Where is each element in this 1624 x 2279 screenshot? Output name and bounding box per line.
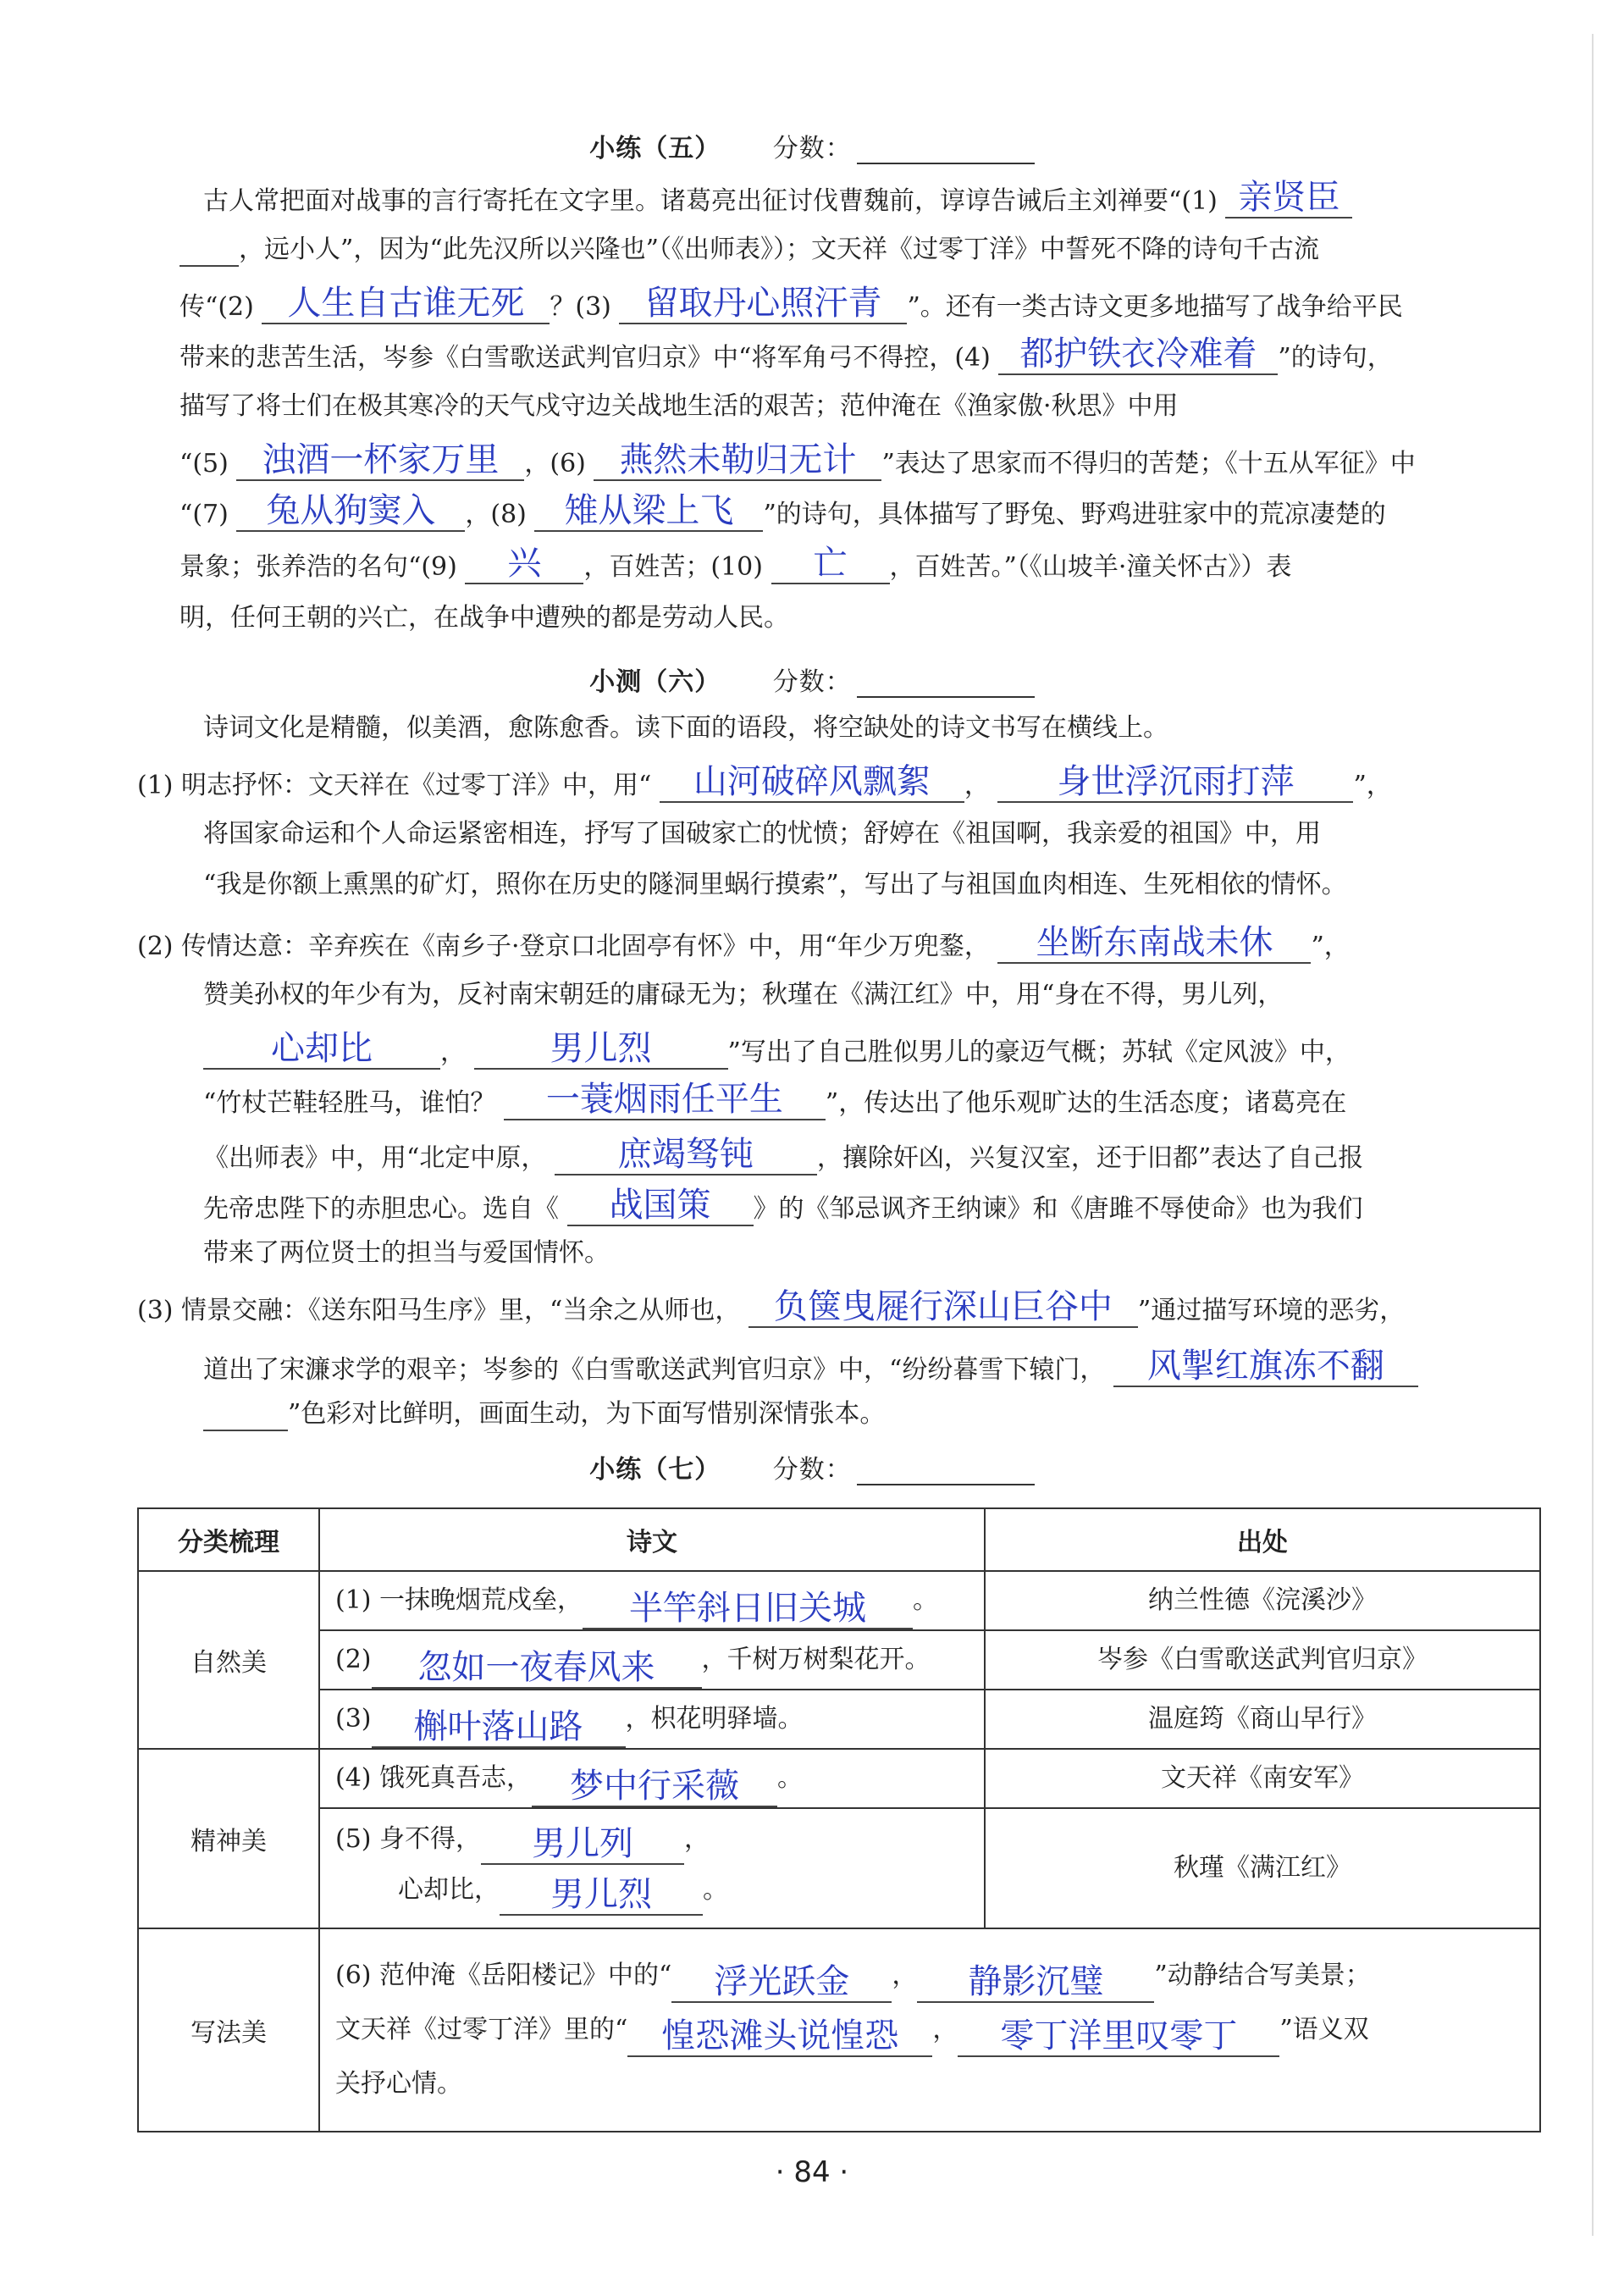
s6-q2-answer-3[interactable]: 男儿烈: [474, 1029, 728, 1070]
spirit-line-5: (5) 身不得， 男儿列 ， 心却比， 男儿烈 。: [335, 1824, 728, 1914]
s6-q2-line-7: 带来了两位贤士的担当与爱国情怀。: [203, 1238, 610, 1268]
nature-source-1: 纳兰性德《浣溪沙》: [986, 1572, 1539, 1631]
s5-line-6: “(5) 浊酒一杯家万里 ，(6) 燕然未勒归无计 ”表达了思家而不得归的苦楚；《十五从军征》中: [180, 440, 1416, 479]
category-nature: 自然美: [138, 1571, 319, 1749]
table-row-nature: [138, 1571, 1540, 1749]
header-poem: 诗文: [319, 1508, 985, 1571]
s6-q3-line-3: ”色彩对比鲜明，画面生动，为下面写惜别深情张本。: [203, 1397, 1583, 1431]
nature-line-2: (2) 忽如一夜春风来 ，千树万树梨花开。: [320, 1631, 984, 1690]
s6-q1-line-3: “我是你额上熏黑的矿灯，照你在历史的隧洞里蜗行摸索”，写出了与祖国血肉相连、生死相依的情怀。: [203, 870, 1347, 899]
s5-line-9: 明，任何王朝的兴亡，在战争中遭殃的都是劳动人民。: [180, 603, 789, 633]
s6-q2-answer-1[interactable]: 坐断东南战未休: [997, 923, 1311, 964]
s6-q3-answer-2[interactable]: 风掣红旗冻不翻: [1113, 1347, 1418, 1387]
spirit-source-5: 秋瑾《满江红》: [1174, 1853, 1351, 1883]
s5-answer-6[interactable]: 燕然未勒归无计: [594, 440, 881, 481]
s6-q3-line-1: (3) 情景交融：《送东阳马生序》里，“当余之从师也， 负箧曳屣行深山巨谷中 ”通过描写环境的恶劣，: [137, 1287, 1406, 1326]
table-header-row: [138, 1508, 1540, 1571]
s6-q2-line-6: 先帝忠陛下的赤胆忠心。选自《 战国策 》的《邹忌讽齐王纳谏》和《唐雎不辱使命》也为我们: [203, 1186, 1363, 1225]
s5-answer-8[interactable]: 雉从梁上飞: [534, 491, 763, 532]
s5-answer-7[interactable]: 兔从狗窦入: [236, 491, 465, 532]
nature-source-cell: [985, 1571, 1540, 1749]
s5-answer-1[interactable]: 亲贤臣: [1225, 178, 1352, 218]
table-row-writing: [138, 1928, 1540, 2132]
s6-intro: 诗词文化是精髓，似美酒，愈陈愈香。读下面的语段，将空缺处的诗文书写在横线上。: [203, 713, 1168, 743]
s6-q2-line-5: 《出师表》中，用“北定中原， 庶竭驽钝 ，攘除奸凶，兴复汉室，还于旧都”表达了自己报: [203, 1135, 1364, 1174]
nature-poem-cell: [319, 1571, 985, 1749]
spirit-source-4: 文天祥《南安军》: [986, 1750, 1539, 1809]
category-spirit: 精神美: [138, 1749, 319, 1928]
nature-line-3: (3) 槲叶落山路 ，枳花明驿墙。: [335, 1704, 804, 1746]
section7-score-label: 分数：: [772, 1455, 852, 1485]
table-row-spirit: [138, 1749, 1540, 1928]
nature-answer-1[interactable]: 半竿斜日旧关城: [583, 1589, 913, 1629]
section6-title: 小测（六）: [589, 667, 721, 697]
s6-q2-line-3: 心却比 ， 男儿烈 ”写出了自己胜似男儿的豪迈气概；苏轼《定风波》中，: [203, 1029, 1583, 1070]
section6-score-blank[interactable]: [857, 672, 1035, 698]
s5-line-8: 景象；张养浩的名句“(9) 兴 ，百姓苦；(10) 亡 ，百姓苦。”（《山坡羊·潼关怀古》）表: [180, 544, 1292, 583]
s6-q1-line-2: 将国家命运和个人命运紧密相连，抒写了国破家亡的忧愤；舒婷在《祖国啊，我亲爱的祖国》中，用: [203, 819, 1321, 849]
s5-line-3: 传“(2) 人生自古谁无死 ？(3) 留取丹心照汗青 ”。还有一类古诗文更多地描写了战争给平民: [180, 284, 1403, 323]
s6-q1-answer-1[interactable]: 山河破碎风飘絮: [660, 762, 964, 803]
s6-q2-answer-4[interactable]: 一蓑烟雨任平生: [504, 1080, 826, 1120]
s5-answer-4[interactable]: 都护铁衣冷难着: [998, 335, 1278, 375]
section5-score-label: 分数：: [772, 134, 852, 163]
writing-answer-2[interactable]: 静影沉璧: [917, 1962, 1154, 2003]
s5-blank-continue: [180, 236, 239, 267]
s6-q3-blank-continue: [203, 1401, 288, 1431]
spirit-line-4: (4) 饿死真吾志， 梦中行采薇 。: [320, 1750, 984, 1809]
s5-answer-9[interactable]: 兴: [465, 544, 583, 584]
section7-title-row: [0, 1448, 1624, 1485]
s5-line-5: 描写了将士们在极其寒冷的天气戍守边关战地生活的艰苦；范仲淹在《渔家傲·秋思》中用: [180, 391, 1179, 421]
s5-line-2: ，远小人”，因为“此先汉所以兴隆也”（《出师表》）；文天祥《过零丁洋》中誓死不降的诗句千古流: [180, 233, 1560, 267]
section5-title-row: [0, 127, 1624, 164]
header-category: 分类梳理: [138, 1508, 319, 1571]
section5-score-blank[interactable]: [857, 139, 1035, 164]
s6-q2-line-4: “竹杖芒鞋轻胜马，谁怕？ 一蓑烟雨任平生 ”，传达出了他乐观旷达的生活态度；诸葛亮在: [203, 1080, 1347, 1119]
poetry-category-table: [137, 1507, 1541, 2132]
spirit-answer-4[interactable]: 梦中行采薇: [532, 1767, 777, 1807]
s5-answer-10[interactable]: 亡: [771, 544, 890, 584]
s6-q2-answer-6[interactable]: 战国策: [567, 1186, 754, 1226]
nature-source-3: 温庭筠《商山早行》: [1148, 1704, 1377, 1734]
category-writing: 写法美: [138, 1928, 319, 2132]
nature-answer-2[interactable]: 忽如一夜春风来: [372, 1648, 702, 1689]
section6-title-row: [0, 661, 1624, 698]
s5-line-1: 古人常把面对战事的言行寄托在文字里。诸葛亮出征讨伐曹魏前，谆谆告诫后主刘禅要“(1) 亲贤臣: [203, 178, 1583, 218]
s5-line-7: “(7) 兔从狗窦入 ，(8) 雉从梁上飞 ”的诗句，具体描写了野兔、野鸡进驻家中的荒凉凄楚的: [180, 491, 1386, 530]
s6-q3-answer-1[interactable]: 负箧曳屣行深山巨谷中: [748, 1287, 1138, 1328]
header-source: 出处: [985, 1508, 1540, 1571]
writing-answer-4[interactable]: 零丁洋里叹零丁: [958, 2016, 1279, 2057]
spirit-poem-cell: [319, 1749, 985, 1928]
section7-score-blank[interactable]: [857, 1460, 1035, 1485]
nature-source-2: 岑参《白雪歌送武判官归京》: [986, 1631, 1539, 1690]
s6-q3-line-2: 道出了宋濂求学的艰辛；岑参的《白雪歌送武判官归京》中，“纷纷暮雪下辕门， 风掣红旗冻不翻: [203, 1347, 1583, 1387]
writing-answer-1[interactable]: 浮光跃金: [671, 1962, 892, 2003]
page-number: · 84 ·: [775, 2155, 849, 2189]
section5-title: 小练（五）: [589, 134, 721, 163]
s6-q1-answer-2[interactable]: 身世浮沉雨打萍: [997, 762, 1353, 803]
spirit-answer-5b[interactable]: 男儿烈: [500, 1875, 703, 1916]
section6-score-label: 分数：: [772, 667, 852, 697]
writing-poem-cell: (6) 范仲淹《岳阳楼记》中的“ 浮光跃金 ， 静影沉璧 ”动静结合写美景； 文天祥《过零丁洋》里的“ 惶恐滩头说惶恐 ， 零丁洋里叹零丁 ”语义双 关抒心情。: [319, 1928, 1540, 2132]
writing-answer-3[interactable]: 惶恐滩头说惶恐: [627, 2016, 932, 2057]
spirit-answer-5a[interactable]: 男儿列: [481, 1824, 684, 1865]
section7-title: 小练（七）: [589, 1455, 721, 1485]
s5-answer-3[interactable]: 留取丹心照汗青: [619, 284, 907, 324]
s6-q2-line-2: 赞美孙权的年少有为，反衬南宋朝廷的庸碌无为；秋瑾在《满江红》中，用“身在不得，男儿列，: [203, 980, 1284, 1010]
s5-line-4: 带来的悲苦生活，岑参《白雪歌送武判官归京》中“将军角弓不得控，(4) 都护铁衣冷难着 ”的诗句，: [180, 335, 1393, 373]
s6-q1-line-1: (1) 明志抒怀：文天祥在《过零丁洋》中，用“ 山河破碎风飘絮 ， 身世浮沉雨打萍 ”，: [137, 762, 1392, 801]
spirit-source-cell: [985, 1749, 1540, 1928]
s6-q2-answer-5[interactable]: 庶竭驽钝: [555, 1135, 817, 1175]
nature-answer-3[interactable]: 槲叶落山路: [372, 1707, 626, 1748]
s5-answer-2[interactable]: 人生自古谁无死: [262, 284, 550, 324]
s5-answer-5[interactable]: 浊酒一杯家万里: [236, 440, 524, 481]
nature-line-1: (1) 一抹晚烟荒戍垒， 半竿斜日旧关城 。: [320, 1572, 984, 1631]
page-edge-divider: [1592, 34, 1594, 2236]
s6-q2-line-1: (2) 传情达意：辛弃疾在《南乡子·登京口北固亭有怀》中，用“年少万兜鍪， 坐断东南战未休 ”，: [137, 923, 1350, 962]
s6-q2-answer-2[interactable]: 心却比: [203, 1029, 440, 1070]
